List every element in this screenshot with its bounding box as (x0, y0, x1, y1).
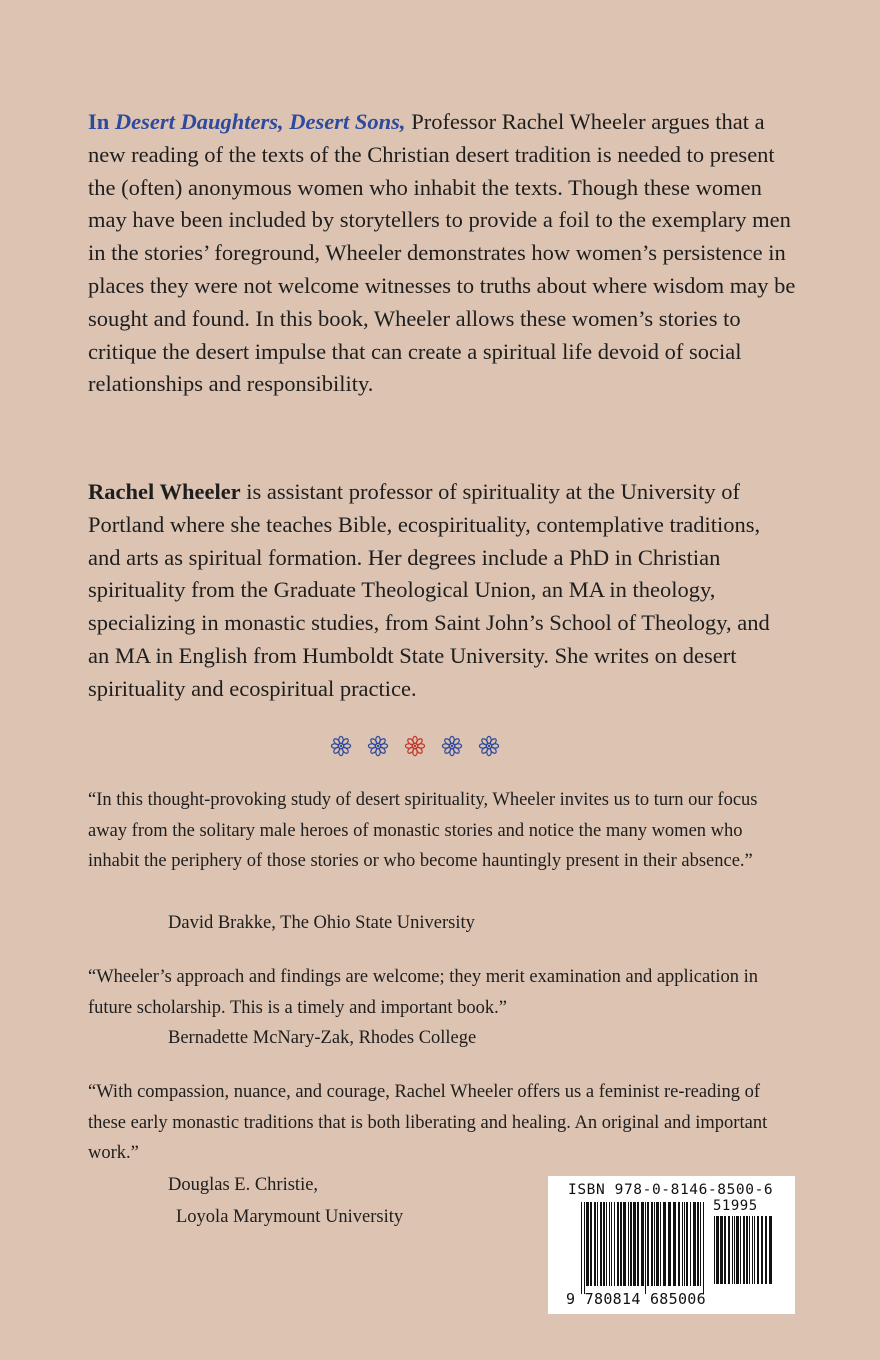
price-barcode-bars (713, 1216, 775, 1292)
price-code: 51995 (713, 1198, 758, 1214)
book-title: Desert Daughters, Desert Sons, (114, 109, 406, 134)
isbn-barcode (548, 1176, 795, 1314)
floral-ornament-icon (404, 735, 426, 757)
ornament-divider (330, 735, 500, 759)
description-lead-in: In (88, 109, 115, 134)
endorsement-quote-2: “Wheeler’s approach and findings are welcome; they merit examination and application in future scholarship. This is a timely and important book.” (88, 967, 759, 1018)
ean-digits: 9 780814 685006 (566, 1290, 706, 1308)
endorsement-attribution-1: David Brakke, The Ohio State University (168, 913, 475, 933)
floral-ornament-icon (330, 735, 352, 757)
isbn-label: ISBN 978-0-8146-8500-6 (568, 1182, 774, 1198)
endorsement-attribution-2: Bernadette McNary-Zak, Rhodes College (168, 1028, 477, 1048)
floral-ornament-icon (478, 735, 500, 757)
endorsement-quote-1: “In this thought-provoking study of desert spirituality, Wheeler invites us to turn our focus away from the solitary male heroes of monastic stories and notice the many women who inhabit the periphery of those stories or who become hauntingly present in their absence.” (88, 790, 758, 872)
floral-ornament-icon (441, 735, 463, 757)
ean-barcode-bars (580, 1202, 708, 1294)
endorsement-quote-3: “With compassion, nuance, and courage, Rachel Wheeler offers us a feminist re-reading of these early monastic traditions that is both liberating and healing. An original and important work.” (88, 1082, 768, 1164)
floral-ornament-icon (367, 735, 389, 757)
book-description (88, 106, 798, 401)
endorsement-attribution-3-name: Douglas E. Christie, (168, 1175, 319, 1195)
author-name: Rachel Wheeler (88, 479, 241, 504)
author-bio (88, 476, 788, 706)
endorsement-attribution-3-affiliation: Loyola Marymount University (176, 1207, 404, 1227)
author-bio-body: is assistant professor of spirituality at the University of Portland where she teaches Bible, ecospirituality, contemplative traditions, and arts as spiritual formation. Her degrees include a PhD in Christian spirituality from the Graduate Theological Union, an MA in theology, specializing in monastic studies, from Saint John’s School of Theology, and an MA in English from Humboldt State University. She writes on desert spirituality and ecospiritual practice. (88, 479, 770, 701)
description-body: Professor Rachel Wheeler argues that a new reading of the texts of the Christian desert tradition is needed to present the (often) anonymous women who inhabit the texts. Though these women may have been included by storytellers to provide a foil to the exemplary men in the stories’ foreground, Wheeler demonstrates how women’s persistence in places they were not welcome witnesses to truths about where wisdom may be sought and found. In this book, Wheeler allows these women’s stories to critique the desert impulse that can create a spiritual life devoid of social relationships and responsibility. (88, 109, 796, 397)
